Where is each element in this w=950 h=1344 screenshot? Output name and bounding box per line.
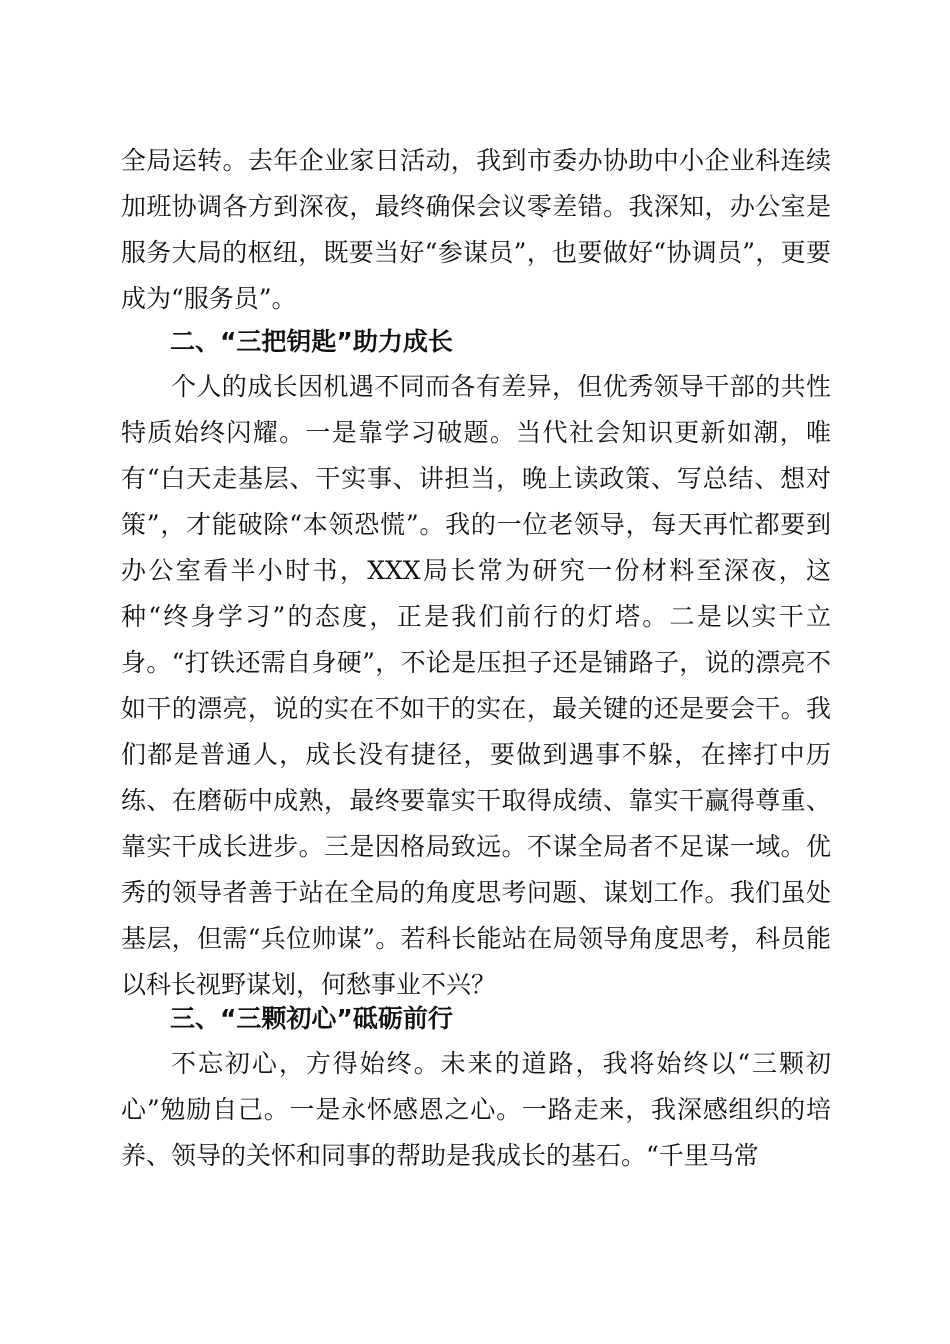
section-heading-3: 三、“三颗初心”砥砺前行 [170, 1004, 453, 1033]
section-heading-2: 二、“三把钥匙”助力成长 [170, 327, 453, 356]
section-2-paragraph: 个人的成长因机遇不同而各有差异，但优秀领导干部的共性特质始终闪耀。一是靠学习破题。当代社会知识更新如潮，唯有“白天走基层、干实事、讲担当，晚上读政策、写总结、想对策”，才能破除“本领恐慌”。我的一位老领导，每天再忙都要到办公室看半小时书，XXX局长常为研究一份材料至深夜，这种“终身学习”的态度，正是我们前行的灯塔。二是以实干立身。“打铁还需自身硬”，不论是压担子还是铺路子，说的漂亮不如干的漂亮，说的实在不如干的实在，最关键的还是要会干。我们都是普通人，成长没有捷径，要做到遇事不躲，在摔打中历练、在磨砺中成熟，最终要靠实干取得成绩、靠实干赢得尊重、靠实干成长进步。三是因格局致远。不谋全局者不足谋一域。优秀的领导者善于站在全局的角度思考问题、谋划工作。我们虽处基层，但需“兵位帅谋”。若科长能站在局领导角度思考，科员能以科长视野谋划，何愁事业不兴？ [121, 372, 831, 999]
section-3-paragraph: 不忘初心，方得始终。未来的道路，我将始终以“三颗初心”勉励自己。一是永怀感恩之心。一路走来，我深感组织的培养、领导的关怀和同事的帮助是我成长的基石。“千里马常 [121, 1049, 831, 1170]
paragraph-continuation: 全局运转。去年企业家日活动，我到市委办协助中小企业科连续加班协调各方到深夜，最终确保会议零差错。我深知，办公室是服务大局的枢纽，既要当好“参谋员”，也要做好“协调员”，更要成为“服务员”。 [121, 146, 831, 313]
